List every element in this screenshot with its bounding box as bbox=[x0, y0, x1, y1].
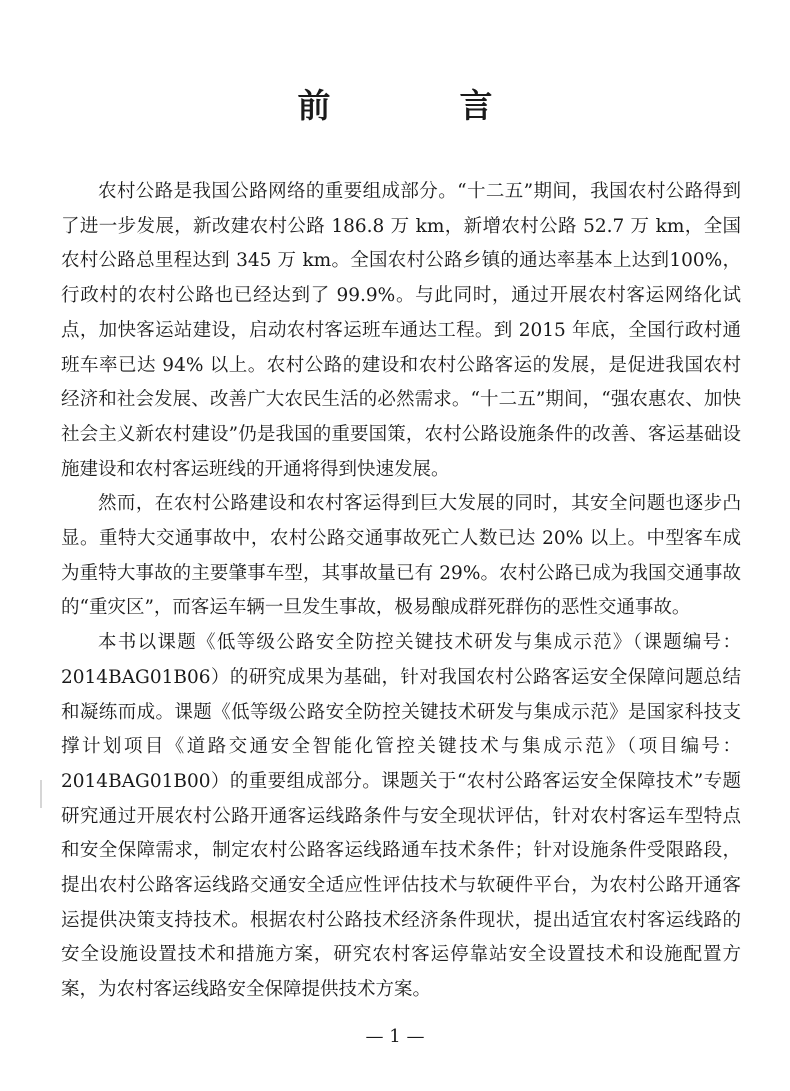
page-number: — 1 — bbox=[365, 1026, 425, 1047]
paragraph: 农村公路是我国公路网络的重要组成部分。“十二五”期间，我国农村公路得到了进一步发展，新改建农村公路 186.8 万 km，新增农村公路 52.7 万 km，全国农村公路总里程达到 345 万 km。全国农村公路乡镇的通达率基本上达到100%，行政村的农村公路也已经达到了 99.9%。与此同时，通过开展农村客运网络化试点，加快客运站建设，启动农村客运班车通达工程。到 2015 年底，全国行政村通班车率已达 94% 以上。农村公路的建设和农村公路客运的发展，是促进我国农村经济和社会发展、改善广大农民生活的必然需求。“十二五”期间，“强农惠农、加快社会主义新农村建设”仍是我国的重要国策，农村公路设施条件的改善、客运基础设施建设和农村客运班线的开通将得到快速发展。 bbox=[61, 181, 741, 480]
paragraph: 然而，在农村公路建设和农村客运得到巨大发展的同时，其安全问题也逐步凸显。重特大交通事故中，农村公路交通事故死亡人数已达 20% 以上。中型客车成为重特大事故的主要肇事车型，其事故量已有 29%。农村公路已成为我国交通事故的“重灾区”，而客运车辆一旦发生事故，极易酿成群死群伤的恶性交通事故。 bbox=[61, 493, 741, 619]
scan-mark bbox=[40, 780, 42, 808]
paragraph: 本书以课题《低等级公路安全防控关键技术研发与集成示范》（课题编号：2014BAG01B06）的研究成果为基础，针对我国农村公路客运安全保障问题总结和凝练而成。课题《低等级公路安全防控关键技术研发与集成示范》是国家科技支撑计划项目《道路交通安全智能化管控关键技术与集成示范》（项目编号：2014BAG01B00）的重要组成部分。课题关于“农村公路客运安全保障技术”专题研究通过开展农村公路开通客运线路条件与安全现状评估，针对农村客运车型特点和安全保障需求，制定农村公路客运线路通车技术条件；针对设施条件受限路段，提出农村公路客运线路交通安全适应性评估技术与软硬件平台，为农村公路开通客运提供决策支持技术。根据农村公路技术经济条件现状，提出适宜农村客运线路的安全设施设置技术和措施方案，研究农村客运停靠站安全设置技术和设施配置方案，为农村客运线路安全保障提供技术方案。 bbox=[61, 632, 741, 1001]
page-title: 前 言 bbox=[297, 86, 541, 125]
preface-body bbox=[61, 175, 741, 1008]
